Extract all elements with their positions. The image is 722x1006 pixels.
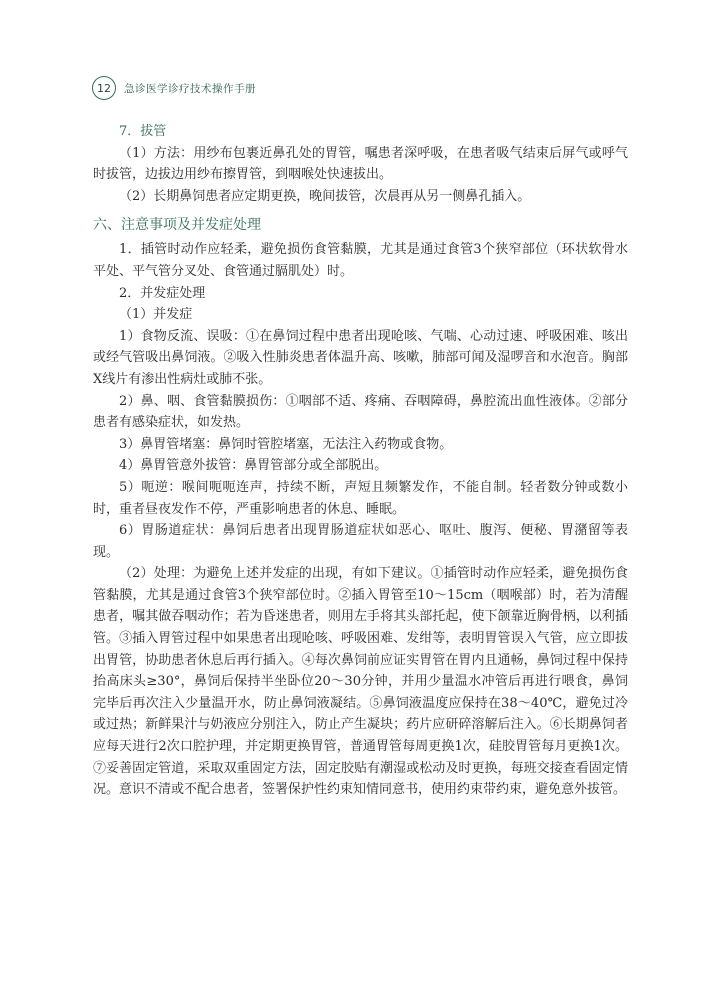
paragraph: 3）鼻胃管堵塞：鼻饲时管腔堵塞，无法注入药物或食物。 <box>119 436 453 452</box>
subsection-heading-extubation: 7．拔管 <box>119 124 167 139</box>
paragraph: 1．插管时动作应轻柔，避免损伤食管黏膜，尤其是通过食管3个狭窄部位（环状软骨水平处、平气管分叉处、食管通过膈肌处）时。 <box>93 242 628 279</box>
paragraph: （1）方法：用纱布包裹近鼻孔处的胃管，嘱患者深呼吸，在患者吸气结束后屏气或呼气时拔管，边拔边用纱布擦胃管，到咽喉处快速拔出。 <box>93 145 628 183</box>
paragraph: （2）长期鼻饲患者应定期更换，晚间拔管，次晨再从另一侧鼻孔插入。 <box>119 188 531 204</box>
running-header <box>92 74 256 102</box>
paragraph: （2）处理：为避免上述并发症的出现，有如下建议。①插管时动作应轻柔，避免损伤食管黏膜，尤其是通过食管3个狭窄部位时。②插入胃管至10～15cm（咽喉部）时，若为清醒患者，嘱其做吞咽动作；若为昏迷患者，则用左手将其头部托起，使下颌靠近胸骨柄，以利插管。③插入胃管过程中如果患者出现呛咳、呼吸困难、发绀等，表明胃管误入气管，应立即拔出胃管，协助患者休息后再行插入。④每次鼻饲前应证实胃管在胃内且通畅，鼻饲过程中保持抬高床头≥30°，鼻饲后保持半坐卧位20～30分钟，并用少量温水冲管后再进行喂食，鼻饲完毕后再次注入少量温开水，防止鼻饲液凝结。⑤鼻饲液温度应保持在38～40℃，避免过冷或过热；新鲜果汁与奶液应分别注入，防止产生凝块；药片应研碎溶解后注入。⑥长期鼻饲者应每天进行2次口腔护理，并定期更换胃管，普通胃管每周更换1次，硅胶胃管每月更换1次。⑦妥善固定管道，采取双重固定方法，固定胶贴有潮湿或松动及时更换，每班交接查看固定情况。意识不清或不配合患者，签署保护性约束知情同意书，使用约束带约束，避免意外拔管。 <box>93 566 628 798</box>
paragraph: 4）鼻胃管意外拔管：鼻胃管部分或全部脱出。 <box>119 458 388 474</box>
section-heading-precautions: 六、注意事项及并发症处理 <box>93 217 261 234</box>
book-title: 急诊医学诊疗技术操作手册 <box>124 82 256 95</box>
paragraph: （1）并发症 <box>119 307 193 323</box>
page-body <box>93 121 628 801</box>
paragraph: 1）食物反流、误吸：①在鼻饲过程中患者出现呛咳、气喘、心动过速、呼吸困难、咳出或经气管吸出鼻饲液。②吸入性肺炎患者体温升高、咳嗽，肺部可闻及湿啰音和水泡音。胸部X线片有渗出性病灶或肺不张。 <box>93 328 628 387</box>
page-number: 12 <box>92 76 116 100</box>
paragraph: 2．并发症处理 <box>119 285 206 301</box>
paragraph: 2）鼻、咽、食管黏膜损伤：①咽部不适、疼痛、吞咽障碍，鼻腔流出血性液体。②部分患者有感染症状，如发热。 <box>93 393 628 431</box>
paragraph: 5）呃逆：喉间呃呃连声，持续不断，声短且频繁发作，不能自制。轻者数分钟或数小时，重者昼夜发作不停，严重影响患者的休息、睡眠。 <box>93 479 628 517</box>
paragraph: 6）胃肠道症状：鼻饲后患者出现胃肠道症状如恶心、呕吐、腹泻、便秘、胃潴留等表现。 <box>93 523 628 560</box>
